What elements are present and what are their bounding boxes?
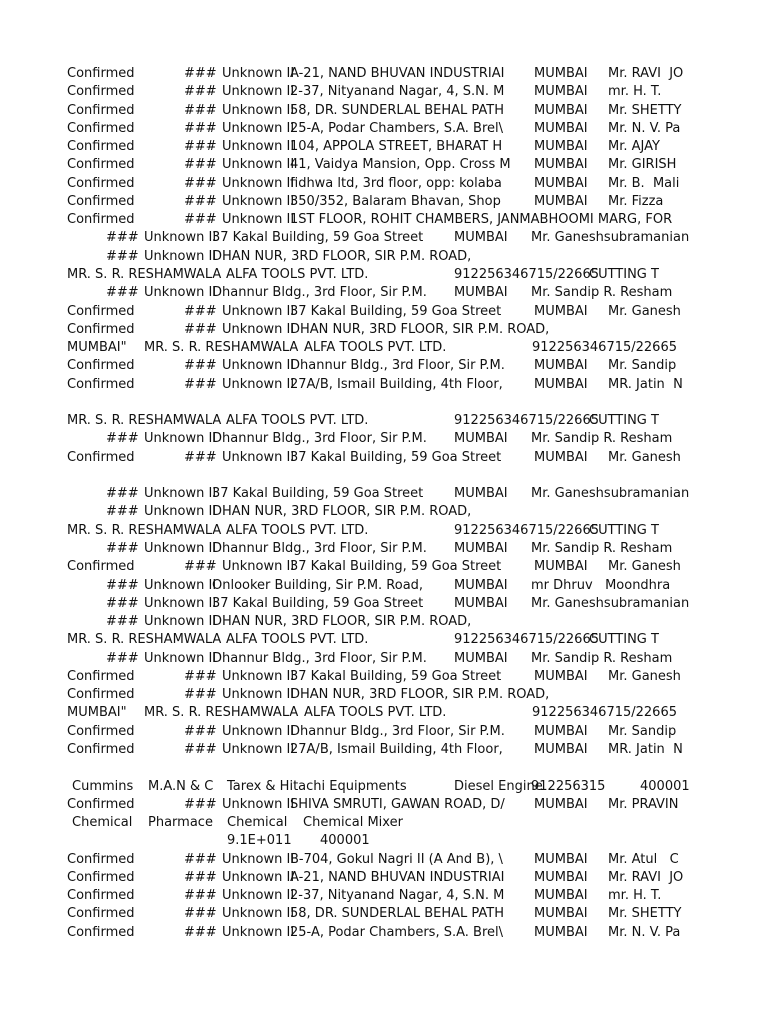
cell-city: MUMBAI (534, 376, 588, 392)
cell-person2: Mr. Sandip R. Resham (531, 650, 673, 666)
cell-person: Mr. Sandip (608, 723, 677, 739)
cell-hash: ### (184, 888, 217, 904)
cell-person: Mr. Atul C (608, 851, 679, 867)
cell-person: Mr. Sandip (608, 358, 677, 374)
cell-status: Confirmed (67, 888, 135, 904)
cell-hash: ### (184, 668, 217, 684)
table-row (0, 357, 768, 375)
cell-status: Confirmed (67, 668, 135, 684)
cell-unk2: Unknown II (144, 230, 217, 246)
cell-status: Confirmed (67, 358, 135, 374)
cell-addr2_wide: DHAN NUR, 3RD FLOOR, SIR P.M. ROAD, (212, 248, 472, 264)
cell-hash: ### (184, 120, 217, 136)
table-row (0, 138, 768, 156)
cell-addr: A-21, NAND BHUVAN INDUSTRIAI (290, 66, 505, 81)
cell-person2: Mr. Ganeshsubramanian (531, 486, 690, 502)
cell-hash2: ### (106, 486, 139, 502)
cell-alfa: ALFA TOOLS PVT. LTD. (226, 522, 369, 538)
cell-addr2_wide: DHAN NUR, 3RD FLOOR, SIR P.M. ROAD, (212, 504, 472, 520)
cell-status: Confirmed (67, 321, 135, 337)
cell-chem1: Chemical (72, 815, 133, 831)
cell-city: MUMBAI (534, 84, 588, 100)
cell-num: 912256315 (531, 778, 606, 794)
cell-status: Confirmed (67, 120, 135, 136)
cell-city: MUMBAI (534, 139, 588, 155)
cell-hash: ### (184, 212, 217, 228)
cell-status: Confirmed (67, 869, 135, 885)
table-row (0, 558, 768, 576)
cell-unk: Unknown II (222, 668, 295, 684)
cell-hash2: ### (106, 285, 139, 301)
table-row (0, 211, 768, 229)
table-row (0, 284, 768, 302)
table-row (0, 83, 768, 101)
cell-city: MUMBAI (534, 741, 588, 757)
table-row (0, 869, 768, 887)
cell-city: MUMBAI (534, 906, 588, 922)
cell-pin: 400001 (640, 778, 690, 794)
cell-addr: 41, Vaidya Mansion, Opp. Cross M (290, 157, 511, 173)
cell-unk2: Unknown II (144, 650, 217, 666)
cell-addr: A-21, NAND BHUVAN INDUSTRIAI (290, 869, 505, 885)
table-row (0, 613, 768, 631)
table-row (0, 248, 768, 266)
cell-unk2: Unknown II (144, 486, 217, 502)
cell-pin2: 400001 (320, 833, 370, 849)
cell-addr: 37 Kakal Building, 59 Goa Street (290, 668, 502, 684)
cell-addr: 25-A, Podar Chambers, S.A. Brel\ (290, 120, 503, 136)
cell-unk: Unknown II (222, 796, 295, 812)
cell-addr: 58, DR. SUNDERLAL BEHAL PATH (290, 102, 504, 118)
cell-unk: Unknown II (222, 303, 295, 319)
table-row (0, 412, 768, 430)
cell-mr_b: MR. S. R. RESHAMWALA (144, 340, 299, 356)
cell-alfa: ALFA TOOLS PVT. LTD. (226, 413, 369, 429)
table-row (0, 120, 768, 138)
cell-hash2: ### (106, 577, 139, 593)
table-row (0, 156, 768, 174)
table-row (0, 376, 768, 394)
table-row (0, 303, 768, 321)
cell-hash: ### (184, 102, 217, 118)
cell-status: MUMBAI" (67, 705, 127, 721)
table-row (0, 321, 768, 339)
cell-status: Confirmed (67, 906, 135, 922)
cell-addr: 350/352, Balaram Bhavan, Shop (290, 193, 501, 209)
cell-unk: Unknown II (222, 924, 295, 940)
table-row (0, 851, 768, 869)
cell-unk: Unknown II (222, 723, 295, 739)
cell-addr: 104, APPOLA STREET, BHARAT H (290, 139, 503, 155)
cell-mr: MR. S. R. RESHAMWALA (67, 522, 222, 538)
table-row (0, 577, 768, 595)
cell-unk: Unknown II (222, 193, 295, 209)
cell-city: MUMBAI (534, 888, 588, 904)
cell-addr: 27A/B, Ismail Building, 4th Floor, (290, 741, 503, 757)
cell-person: MR. Jatin N (608, 741, 683, 757)
cell-phone: 912256346715/22665 (454, 632, 599, 648)
cell-unk: Unknown II (222, 175, 295, 191)
cell-city: MUMBAI (534, 193, 588, 209)
cell-hash: ### (184, 321, 217, 337)
cell-addr2: Dhannur Bldg., 3rd Floor, Sir P.M. (212, 541, 427, 557)
table-row (0, 193, 768, 211)
cell-hash: ### (184, 449, 217, 465)
cell-person: Mr. SHETTY (608, 102, 682, 118)
table-row (0, 778, 768, 796)
cell-unk: Unknown II (222, 212, 295, 228)
cell-status: Confirmed (67, 175, 135, 191)
cell-status: Confirmed (67, 66, 135, 81)
cell-addr: Dhannur Bldg., 3rd Floor, Sir P.M. (290, 358, 505, 374)
cell-unk: Unknown II (222, 906, 295, 922)
cell-hash: ### (184, 796, 217, 812)
cell-person: Mr. Fizza (608, 193, 664, 209)
cell-addr2: 37 Kakal Building, 59 Goa Street (212, 486, 424, 502)
table-row (0, 522, 768, 540)
cell-alfa: ALFA TOOLS PVT. LTD. (226, 632, 369, 648)
table-row (0, 102, 768, 120)
table-row (0, 430, 768, 448)
cell-city: MUMBAI (534, 723, 588, 739)
cell-diesel: Diesel Engine (454, 778, 543, 794)
cell-phone_b: 912256346715/22665 (532, 705, 677, 721)
table-row (0, 229, 768, 247)
cell-phone_b: 912256346715/22665 (532, 340, 677, 356)
cell-hash: ### (184, 851, 217, 867)
cell-addr_wide: DHAN NUR, 3RD FLOOR, SIR P.M. ROAD, (290, 321, 550, 337)
cell-person: Mr. B. Mali (608, 175, 680, 191)
cell-alfa_b: ALFA TOOLS PVT. LTD. (304, 340, 447, 356)
cell-city2: MUMBAI (454, 285, 508, 301)
cell-cutting: CUTTING T (589, 413, 659, 429)
cell-status: Confirmed (67, 102, 135, 118)
cell-addr_wide: DHAN NUR, 3RD FLOOR, SIR P.M. ROAD, (290, 687, 550, 703)
table-row (0, 704, 768, 722)
table-row (0, 723, 768, 741)
cell-phone: 912256346715/22665 (454, 266, 599, 282)
cell-hash: ### (184, 559, 217, 575)
table-row (0, 741, 768, 759)
cell-unk2: Unknown II (144, 614, 217, 630)
cell-status: Confirmed (67, 741, 135, 757)
cell-addr: 2-37, Nityanand Nagar, 4, S.N. M (290, 84, 505, 100)
cell-person2: Mr. Ganeshsubramanian (531, 595, 690, 611)
cell-unk: Unknown II (222, 687, 295, 703)
cell-addr2: Dhannur Bldg., 3rd Floor, Sir P.M. (212, 285, 427, 301)
cell-alfa_b: ALFA TOOLS PVT. LTD. (304, 705, 447, 721)
cell-chem2: Chemical (227, 815, 288, 831)
cell-unk: Unknown II (222, 376, 295, 392)
cell-phone: 912256346715/22665 (454, 413, 599, 429)
cell-person: Mr. N. V. Pa (608, 924, 681, 940)
cell-addr: Dhannur Bldg., 3rd Floor, Sir P.M. (290, 723, 505, 739)
cell-hash: ### (184, 193, 217, 209)
cell-status: Confirmed (67, 193, 135, 209)
cell-hash: ### (184, 303, 217, 319)
cell-status: Confirmed (67, 796, 135, 812)
cell-hash: ### (184, 924, 217, 940)
cell-addr: 37 Kakal Building, 59 Goa Street (290, 303, 502, 319)
cell-person: Mr. GIRISH (608, 157, 677, 173)
cell-city2: MUMBAI (454, 541, 508, 557)
cell-cutting: CUTTING T (589, 522, 659, 538)
cell-addr: 25-A, Podar Chambers, S.A. Brel\ (290, 924, 503, 940)
cell-person2: Mr. Sandip R. Resham (531, 541, 673, 557)
cell-hash2: ### (106, 650, 139, 666)
cell-city: MUMBAI (534, 796, 588, 812)
cell-hash2: ### (106, 230, 139, 246)
table-row (0, 485, 768, 503)
cell-status: Confirmed (67, 851, 135, 867)
cell-alfa: ALFA TOOLS PVT. LTD. (226, 266, 369, 282)
cell-person: Mr. Ganesh (608, 303, 681, 319)
cell-addr2: Dhannur Bldg., 3rd Floor, Sir P.M. (212, 431, 427, 447)
cell-unk2: Unknown II (144, 541, 217, 557)
cell-city: MUMBAI (534, 668, 588, 684)
cell-unk: Unknown II (222, 84, 295, 100)
cell-unk: Unknown II (222, 449, 295, 465)
cell-hash: ### (184, 175, 217, 191)
cell-hash: ### (184, 358, 217, 374)
cell-person: Mr. AJAY (608, 139, 660, 155)
cell-sci: 9.1E+011 (227, 833, 292, 849)
cell-mr: MR. S. R. RESHAMWALA (67, 632, 222, 648)
cell-unk: Unknown II (222, 869, 295, 885)
cell-status: Confirmed (67, 723, 135, 739)
cell-city: MUMBAI (534, 157, 588, 173)
table-row (0, 631, 768, 649)
cell-city: MUMBAI (534, 358, 588, 374)
cell-city2: MUMBAI (454, 577, 508, 593)
cell-unk2: Unknown II (144, 577, 217, 593)
cell-city: MUMBAI (534, 102, 588, 118)
cell-status: MUMBAI" (67, 340, 127, 356)
cell-city: MUMBAI (534, 449, 588, 465)
cell-hash: ### (184, 139, 217, 155)
cell-status: Confirmed (67, 212, 135, 228)
cell-person: Mr. RAVI JO (608, 66, 684, 81)
cell-city: MUMBAI (534, 559, 588, 575)
table-row (0, 467, 768, 485)
cell-addr2: 37 Kakal Building, 59 Goa Street (212, 595, 424, 611)
cell-hash: ### (184, 66, 217, 81)
cell-hash2: ### (106, 248, 139, 264)
cell-addr2: 37 Kakal Building, 59 Goa Street (212, 230, 424, 246)
cell-city2: MUMBAI (454, 650, 508, 666)
cell-person2: Mr. Sandip R. Resham (531, 431, 673, 447)
cell-status: Confirmed (67, 687, 135, 703)
cell-addr: 27A/B, Ismail Building, 4th Floor, (290, 376, 503, 392)
cell-city: MUMBAI (534, 924, 588, 940)
cell-status: Confirmed (67, 376, 135, 392)
cell-person: Mr. Ganesh (608, 559, 681, 575)
cell-cutting: CUTTING T (589, 632, 659, 648)
cell-person: mr. H. T. (608, 84, 662, 100)
cell-person: Mr. PRAVIN (608, 796, 679, 812)
cell-person: mr. H. T. (608, 888, 662, 904)
cell-hash2: ### (106, 541, 139, 557)
table-row (0, 650, 768, 668)
cell-unk2: Unknown II (144, 431, 217, 447)
cell-city2: MUMBAI (454, 431, 508, 447)
cell-tarex: Tarex & Hitachi Equipments (227, 778, 407, 794)
cell-pharm: Pharmace (148, 815, 213, 831)
table-row (0, 668, 768, 686)
table-row (0, 394, 768, 412)
table-row (0, 175, 768, 193)
cell-status: Confirmed (67, 139, 135, 155)
cell-person2: Mr. Sandip R. Resham (531, 285, 673, 301)
cell-addr: 37 Kakal Building, 59 Goa Street (290, 559, 502, 575)
cell-unk: Unknown II (222, 358, 295, 374)
cell-hash: ### (184, 869, 217, 885)
cell-hash: ### (184, 376, 217, 392)
cell-cutting: CUTTING T (589, 266, 659, 282)
cell-city: MUMBAI (534, 303, 588, 319)
cell-unk2: Unknown II (144, 504, 217, 520)
cell-addr_wide: 1ST FLOOR, ROHIT CHAMBERS, JANMABHOOMI MARG, FOR (290, 212, 673, 228)
cell-addr: 37 Kakal Building, 59 Goa Street (290, 449, 502, 465)
table-row (0, 266, 768, 284)
table-row (0, 887, 768, 905)
cell-mr: MR. S. R. RESHAMWALA (67, 266, 222, 282)
cell-status: Confirmed (67, 157, 135, 173)
cell-cummins: Cummins (72, 778, 134, 794)
cell-status: Confirmed (67, 559, 135, 575)
cell-hash: ### (184, 84, 217, 100)
cell-status: Confirmed (67, 303, 135, 319)
cell-city2: MUMBAI (454, 230, 508, 246)
cell-unk: Unknown II (222, 741, 295, 757)
cell-hash: ### (184, 723, 217, 739)
table-row (0, 540, 768, 558)
cell-addr2: Dhannur Bldg., 3rd Floor, Sir P.M. (212, 650, 427, 666)
cell-hash: ### (184, 741, 217, 757)
table-row (0, 686, 768, 704)
cell-person: Mr. RAVI JO (608, 869, 684, 885)
cell-person: Mr. N. V. Pa (608, 120, 681, 136)
cell-city: MUMBAI (534, 851, 588, 867)
cell-unk: Unknown II (222, 120, 295, 136)
cell-unk: Unknown II (222, 851, 295, 867)
cell-unk: Unknown II (222, 139, 295, 155)
cell-city: MUMBAI (534, 175, 588, 191)
cell-person: Mr. Ganesh (608, 449, 681, 465)
cell-mr_b: MR. S. R. RESHAMWALA (144, 705, 299, 721)
cell-mixer: Chemical Mixer (303, 815, 403, 831)
cell-person2: Mr. Ganeshsubramanian (531, 230, 690, 246)
cell-city: MUMBAI (534, 120, 588, 136)
cell-status: Confirmed (67, 449, 135, 465)
table-row (0, 832, 768, 850)
cell-unk: Unknown II (222, 321, 295, 337)
cell-hash2: ### (106, 595, 139, 611)
cell-status: Confirmed (67, 924, 135, 940)
cell-status: Confirmed (67, 84, 135, 100)
cell-man: M.A.N & C (148, 778, 214, 794)
cell-hash2: ### (106, 504, 139, 520)
table-row (0, 595, 768, 613)
cell-hash: ### (184, 157, 217, 173)
cell-addr: SHIVA SMRUTI, GAWAN ROAD, D/ (290, 796, 505, 812)
cell-person: Mr. Ganesh (608, 668, 681, 684)
cell-person: MR. Jatin N (608, 376, 683, 392)
cell-unk: Unknown II (222, 157, 295, 173)
cell-person2: mr Dhruv Moondhra (531, 577, 671, 593)
cell-phone: 912256346715/22665 (454, 522, 599, 538)
cell-addr: fidhwa ltd, 3rd floor, opp: kolaba (290, 175, 502, 191)
cell-unk: Unknown II (222, 559, 295, 575)
cell-unk2: Unknown II (144, 285, 217, 301)
cell-person: Mr. SHETTY (608, 906, 682, 922)
table-row (0, 924, 768, 942)
table-row (0, 759, 768, 777)
cell-addr: 58, DR. SUNDERLAL BEHAL PATH (290, 906, 504, 922)
cell-hash: ### (184, 687, 217, 703)
table-row (0, 905, 768, 923)
cell-hash2: ### (106, 614, 139, 630)
cell-unk: Unknown II (222, 888, 295, 904)
cell-mr: MR. S. R. RESHAMWALA (67, 413, 222, 429)
table-row (0, 65, 768, 83)
cell-unk2: Unknown II (144, 248, 217, 264)
cell-addr: 2-37, Nityanand Nagar, 4, S.N. M (290, 888, 505, 904)
table-row (0, 796, 768, 814)
cell-unk: Unknown II (222, 66, 295, 81)
cell-city2: MUMBAI (454, 595, 508, 611)
cell-addr2: Onlooker Building, Sir P.M. Road, (212, 577, 424, 593)
cell-hash2: ### (106, 431, 139, 447)
cell-addr2_wide: DHAN NUR, 3RD FLOOR, SIR P.M. ROAD, (212, 614, 472, 630)
table-row (0, 449, 768, 467)
cell-city2: MUMBAI (454, 486, 508, 502)
table-row (0, 339, 768, 357)
cell-unk: Unknown II (222, 102, 295, 118)
cell-hash: ### (184, 906, 217, 922)
cell-city: MUMBAI (534, 869, 588, 885)
table-row (0, 503, 768, 521)
cell-city: MUMBAI (534, 66, 588, 81)
cell-addr: B-704, Gokul Nagri II (A And B), \ (290, 851, 503, 867)
cell-unk2: Unknown II (144, 595, 217, 611)
table-row (0, 814, 768, 832)
